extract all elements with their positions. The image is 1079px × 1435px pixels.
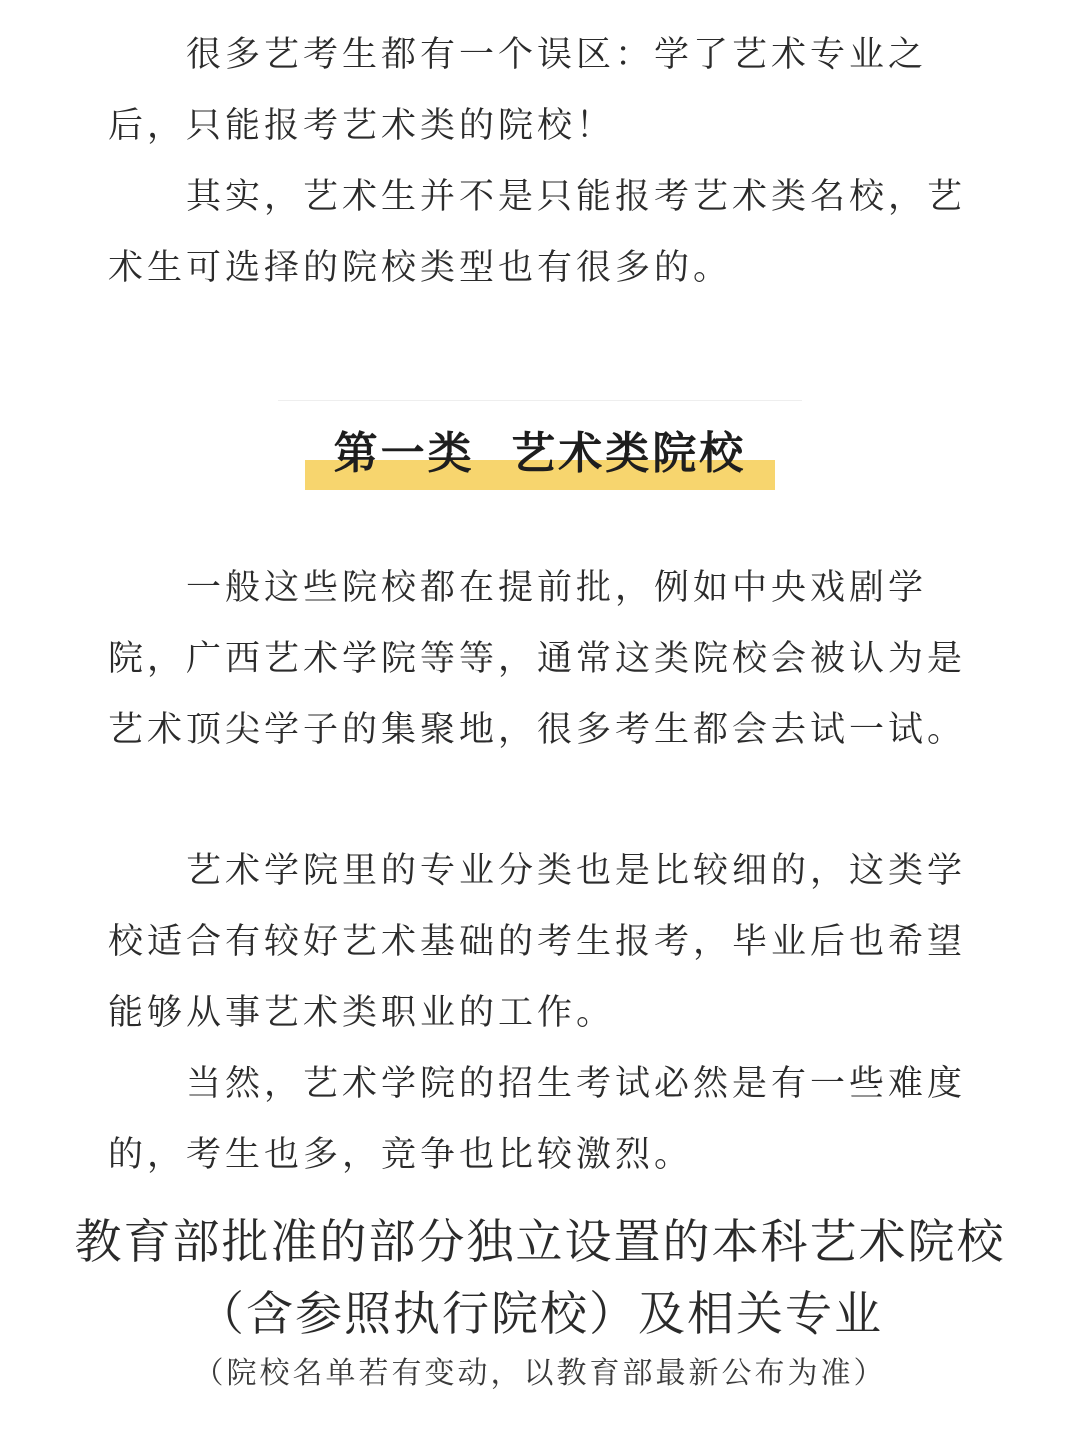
- list-note: （院校名单若有变动，以教育部最新公布为准）: [193, 1356, 887, 1391]
- section-title-block: [305, 422, 775, 490]
- body-paragraph-majors: 艺术学院里的专业分类也是比较细的，这类学校适合有较好艺术基础的考生报考，毕业后也希望能够从事艺术类职业的工作。: [108, 851, 967, 1033]
- section-title: 第一类 艺术类院校: [333, 428, 747, 479]
- list-heading: 教育部批准的部分独立设置的本科艺术院校（含参照执行院校）及相关专业: [74, 1215, 1006, 1342]
- intro-paragraph-misconception: 很多艺考生都有一个误区：学了艺术专业之后，只能报考艺术类的院校！: [108, 35, 928, 146]
- intro-paragraph-options: 其实，艺术生并不是只能报考艺术类名校，艺术生可选择的院校类型也有很多的。: [108, 177, 967, 288]
- body-paragraph-difficulty: 当然，艺术学院的招生考试必然是有一些难度的，考生也多，竞争也比较激烈。: [108, 1064, 967, 1175]
- section-divider: [278, 400, 802, 401]
- body-paragraph-examples: 一般这些院校都在提前批，例如中央戏剧学院，广西艺术学院等等，通常这类院校会被认为是艺术顶尖学子的集聚地，很多考生都会去试一试。: [108, 568, 967, 750]
